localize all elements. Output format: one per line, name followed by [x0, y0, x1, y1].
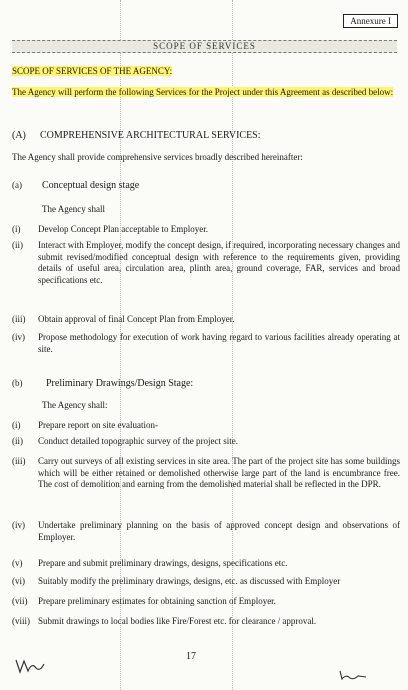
- list-item: [12, 332, 400, 355]
- item-number: (i): [12, 420, 21, 430]
- section-a-number: (A): [12, 130, 26, 141]
- item-text: Obtain approval of final Concept Plan from Employer.: [38, 314, 235, 324]
- list-item: [12, 240, 400, 286]
- item-number: (v): [12, 558, 23, 568]
- item-number: (ii): [12, 240, 23, 250]
- list-item: [12, 314, 400, 326]
- list-item: [12, 558, 400, 570]
- item-text: Develop Concept Plan acceptable to Employer.: [38, 224, 208, 234]
- page-number: 17: [186, 651, 196, 662]
- intro-text: The Agency will perform the following Services for the Project under this Agreement as described below:: [12, 87, 394, 97]
- item-number: (iii): [12, 456, 26, 466]
- item-text: Suitably modify the preliminary drawings, designs, etc. as discussed with Employer: [38, 576, 341, 586]
- item-number: (i): [12, 224, 21, 234]
- list-item: [12, 456, 400, 491]
- item-text: Prepare and submit preliminary drawings, designs, specifications etc.: [38, 558, 288, 568]
- item-number: (ii): [12, 436, 23, 446]
- annexure-label: Annexure I: [343, 14, 398, 28]
- item-text: Carry out surveys of all existing services in site area. The part of the project site has some buildings which will be either retained or demolished otherwise large part of the land is encumbrance free. The cost of demolition and earning from the demolished material shall be reflected in the DPR.: [38, 456, 400, 490]
- list-item: [12, 616, 400, 628]
- scope-heading-banner: SCOPE OF SERVICES: [12, 40, 397, 53]
- item-text: Undertake preliminary planning on the basis of approved concept design and observations of Employer.: [38, 520, 400, 542]
- list-item: [12, 224, 400, 236]
- list-item: [12, 436, 400, 448]
- scope-title: [12, 66, 172, 77]
- agency-shall-a: The Agency shall: [42, 204, 105, 214]
- section-a-title: COMPREHENSIVE ARCHITECTURAL SERVICES:: [40, 130, 261, 141]
- item-number: (iv): [12, 520, 25, 530]
- intro-paragraph: [12, 86, 398, 98]
- subsection-b-number: (b): [12, 378, 23, 388]
- item-number: (vii): [12, 596, 28, 606]
- list-item: [12, 520, 400, 543]
- list-item: [12, 596, 400, 608]
- item-text: Conduct detailed topographic survey of the project site.: [38, 436, 238, 446]
- subsection-b-title: Preliminary Drawings/Design Stage:: [46, 378, 194, 389]
- subsection-a-number: (a): [12, 180, 22, 190]
- item-number: (viii): [12, 616, 30, 626]
- signature-mark-right: [338, 668, 368, 682]
- item-text: Prepare preliminary estimates for obtaining sanction of Employer.: [38, 596, 276, 606]
- item-text: Submit drawings to local bodies like Fire/Forest etc. for clearance / approval.: [38, 616, 317, 626]
- item-text: Interact with Employer, modify the concept design, if required, incorporating necessary changes and submit revised/modified conceptual design with reference to the requirements given, providing details of useful area, circulation area, plinth area, ground coverage, FAR, services and broad specifications etc.: [38, 240, 400, 285]
- list-item: [12, 576, 400, 588]
- signature-mark-left: [14, 656, 46, 676]
- scope-title-text: SCOPE OF SERVICES OF THE AGENCY:: [12, 66, 173, 76]
- agency-shall-b: The Agency shall:: [42, 400, 108, 410]
- item-number: (iii): [12, 314, 26, 324]
- subsection-a-title: Conceptual design stage: [42, 180, 140, 191]
- item-text: Prepare report on site evaluation-: [38, 420, 158, 430]
- list-item: [12, 420, 400, 432]
- item-text: Propose methodology for execution of work having regard to various facilities already operating at site.: [38, 332, 400, 354]
- section-a-lead: The Agency shall provide comprehensive services broadly described hereinafter:: [12, 152, 303, 162]
- item-number: (iv): [12, 332, 25, 342]
- item-number: (vi): [12, 576, 25, 586]
